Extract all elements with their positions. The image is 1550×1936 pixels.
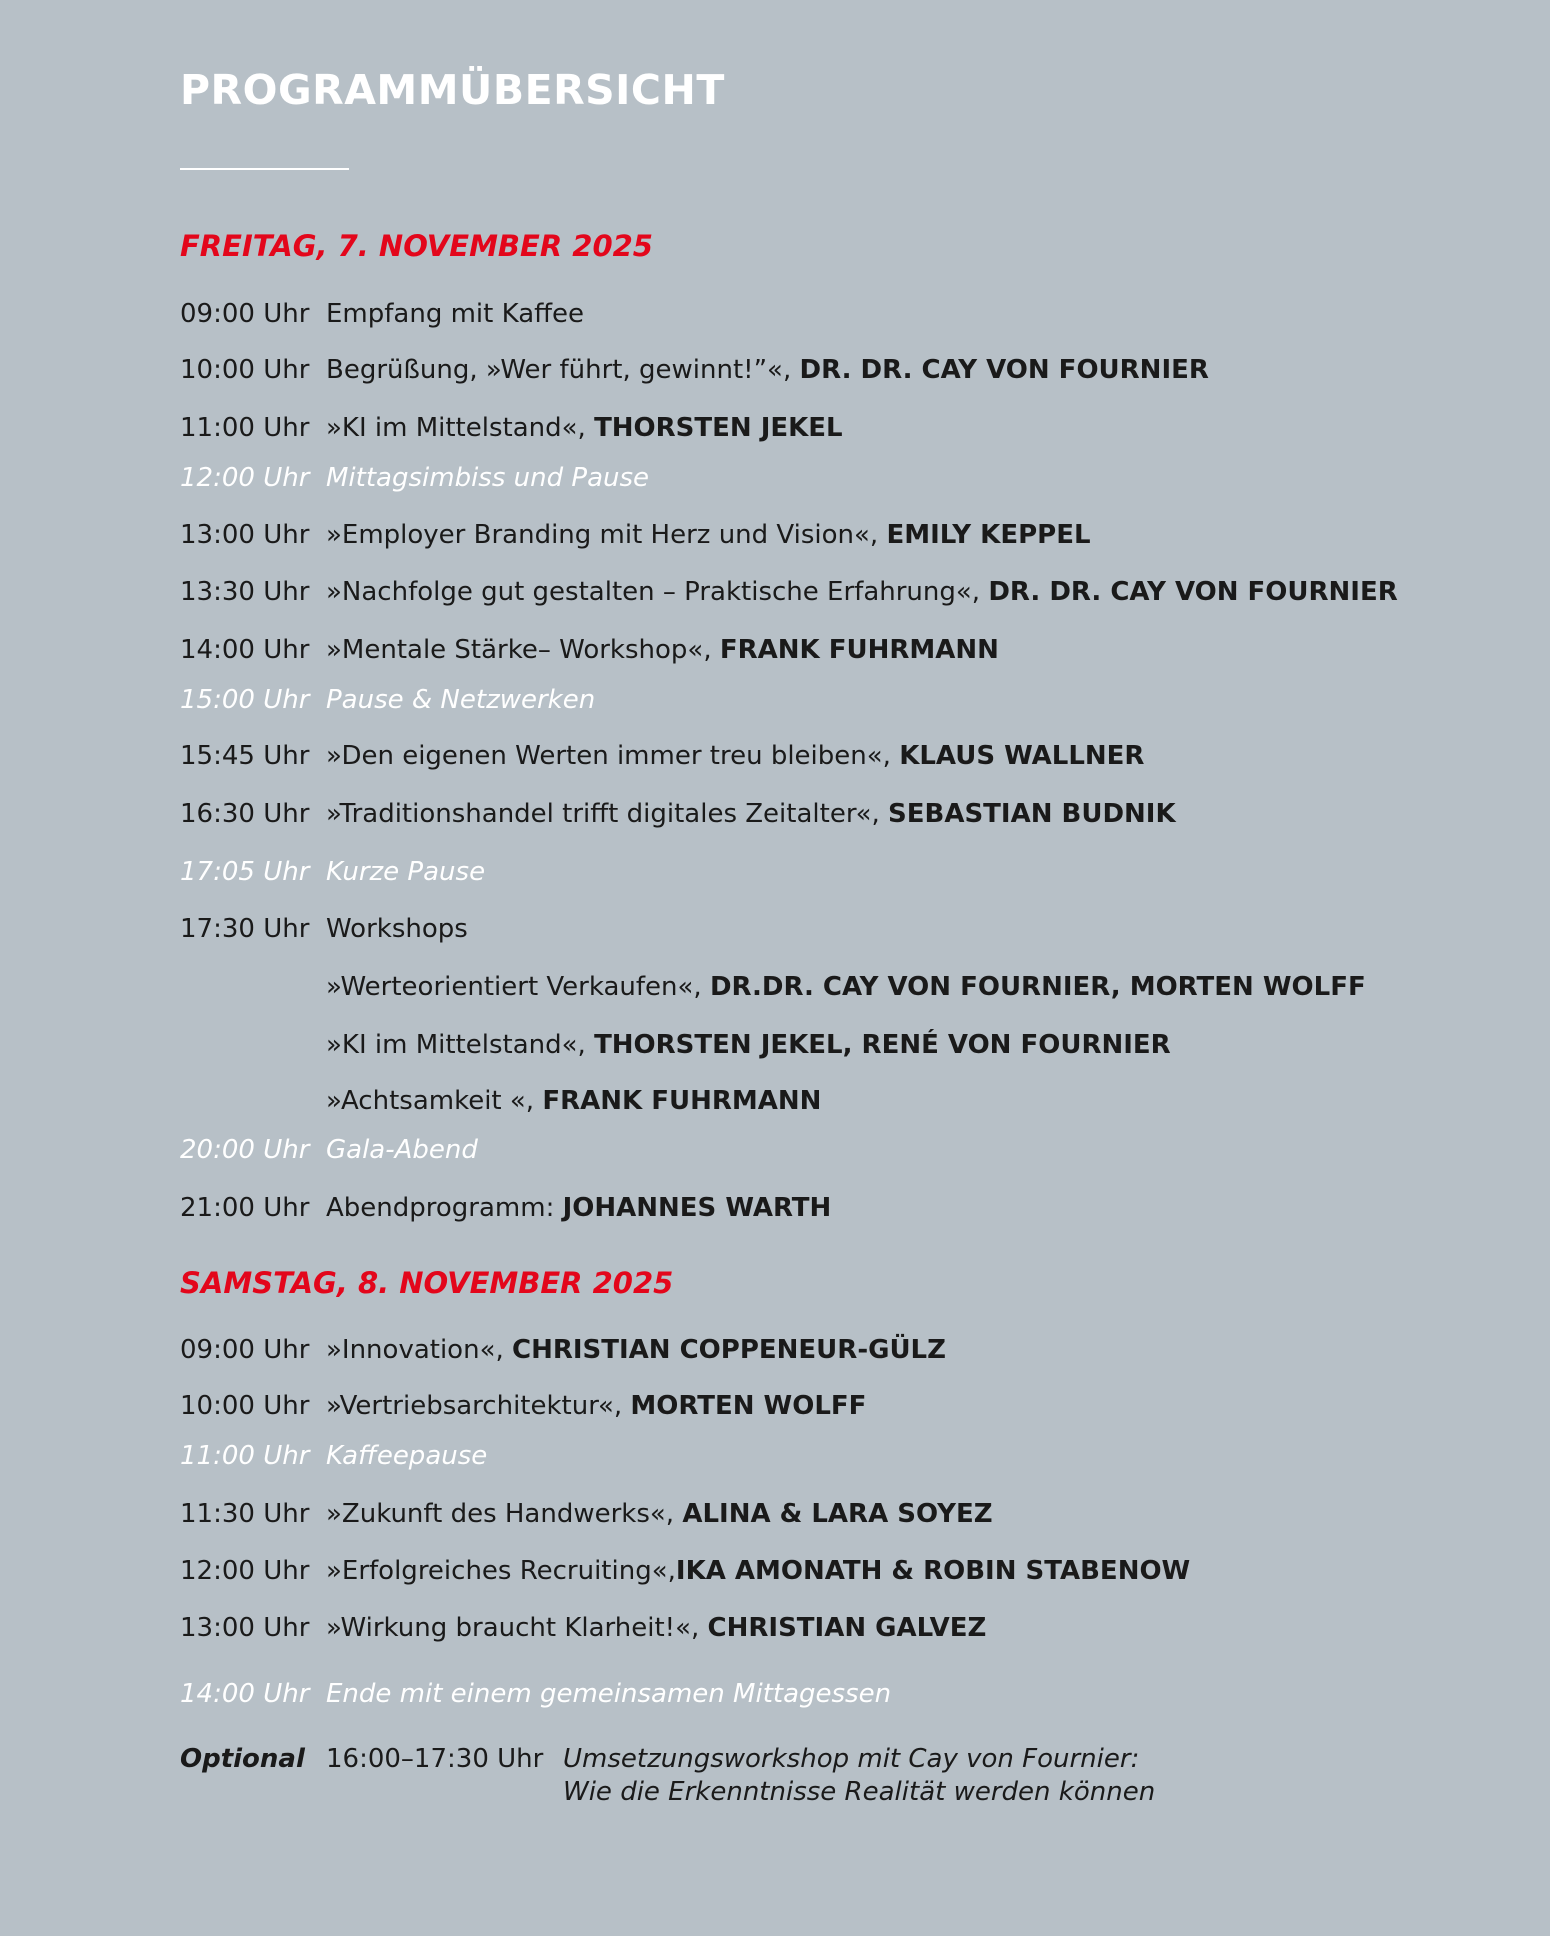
row-title: »Den eigenen Werten immer treu bleiben«,	[326, 741, 900, 771]
row-speaker: CHRISTIAN COPPENEUR-GÜLZ	[512, 1335, 946, 1365]
row-title: »Zukunft des Handwerks«,	[326, 1499, 683, 1529]
row-time: 11:00 Uhr	[180, 1441, 310, 1471]
title-divider	[180, 168, 349, 170]
row-time: 17:30 Uhr	[180, 914, 310, 944]
row-title: »Achtsamkeit «,	[326, 1086, 543, 1116]
row-title: Abendprogramm:	[326, 1193, 563, 1223]
row-text: Kaffeepause	[326, 1441, 488, 1471]
row-text	[326, 1332, 946, 1368]
day-heading-saturday: SAMSTAG, 8. NOVEMBER 2025	[180, 1266, 674, 1300]
row-time: 10:00 Uhr	[180, 1391, 310, 1421]
row-time: 21:00 Uhr	[180, 1193, 310, 1223]
row-text	[326, 796, 1176, 832]
row-text	[326, 738, 1144, 774]
row-time: 15:45 Uhr	[180, 741, 310, 771]
row-speaker: DR. DR. CAY VON FOURNIER	[988, 577, 1398, 607]
row-title: Workshops	[326, 914, 468, 944]
row-text	[326, 1610, 986, 1646]
row-text	[326, 969, 1366, 1005]
row-title: »Erfolgreiches Recruiting«,	[326, 1556, 676, 1586]
row-time: 13:00 Uhr	[180, 1613, 310, 1643]
row-time: 09:00 Uhr	[180, 299, 310, 329]
row-title: »Werteorientiert Verkaufen«,	[326, 972, 710, 1002]
row-title: »Traditionshandel trifft digitales Zeitalter«,	[326, 799, 889, 829]
row-time: 13:30 Uhr	[180, 577, 310, 607]
optional-label: Optional	[180, 1744, 305, 1774]
row-speaker: ALINA & LARA SOYEZ	[682, 1499, 993, 1529]
row-text	[326, 352, 1209, 388]
row-text: Pause & Netzwerken	[326, 685, 596, 715]
row-speaker: THORSTEN JEKEL	[594, 413, 843, 443]
row-time: 11:00 Uhr	[180, 413, 310, 443]
optional-description-line-1: Umsetzungsworkshop mit Cay von Fournier:	[563, 1744, 1140, 1774]
row-title: »Nachfolge gut gestalten – Praktische Erfahrung«,	[326, 577, 989, 607]
page-title: PROGRAMMÜBERSICHT	[180, 66, 725, 114]
row-text	[326, 296, 584, 332]
row-speaker: THORSTEN JEKEL, RENÉ VON FOURNIER	[594, 1030, 1171, 1060]
row-text	[326, 632, 999, 668]
row-time: 11:30 Uhr	[180, 1499, 310, 1529]
row-title: »Wirkung braucht Klarheit!«,	[326, 1613, 708, 1643]
row-title: »Innovation«,	[326, 1335, 512, 1365]
row-text	[326, 911, 468, 947]
row-speaker: DR. DR. CAY VON FOURNIER	[799, 355, 1209, 385]
row-text: Gala-Abend	[326, 1135, 478, 1165]
row-text	[326, 1496, 993, 1532]
row-title: Begrüßung, »Wer führt, gewinnt!”«,	[326, 355, 800, 385]
row-speaker: FRANK FUHRMANN	[542, 1086, 822, 1116]
row-time: 15:00 Uhr	[180, 685, 310, 715]
row-title: Empfang mit Kaffee	[326, 299, 585, 329]
row-text	[326, 1027, 1171, 1063]
row-title: »Employer Branding mit Herz und Vision«,	[326, 520, 887, 550]
row-time: 16:30 Uhr	[180, 799, 310, 829]
row-text	[326, 517, 1091, 553]
optional-time: 16:00–17:30 Uhr	[326, 1744, 544, 1774]
row-text	[326, 1190, 831, 1226]
row-time: 12:00 Uhr	[180, 1556, 310, 1586]
row-text	[326, 1553, 1190, 1589]
row-time: 09:00 Uhr	[180, 1335, 310, 1365]
row-text: Kurze Pause	[326, 857, 486, 887]
row-time: 17:05 Uhr	[180, 857, 310, 887]
row-title: »Mentale Stärke– Workshop«,	[326, 635, 720, 665]
row-text	[326, 574, 1398, 610]
row-text	[326, 1388, 866, 1424]
row-title: »Vertriebsarchitektur«,	[326, 1391, 631, 1421]
row-text	[326, 1083, 821, 1119]
row-speaker: IKA AMONATH & ROBIN STABENOW	[675, 1556, 1191, 1586]
row-time: 20:00 Uhr	[180, 1135, 310, 1165]
row-speaker: JOHANNES WARTH	[562, 1193, 832, 1223]
day-heading-friday: FREITAG, 7. NOVEMBER 2025	[180, 229, 653, 263]
row-speaker: CHRISTIAN GALVEZ	[707, 1613, 987, 1643]
row-speaker: EMILY KEPPEL	[886, 520, 1091, 550]
row-speaker: KLAUS WALLNER	[899, 741, 1145, 771]
row-time: 12:00 Uhr	[180, 463, 310, 493]
row-speaker: MORTEN WOLFF	[630, 1391, 867, 1421]
row-time: 14:00 Uhr	[180, 635, 310, 665]
row-speaker: SEBASTIAN BUDNIK	[888, 799, 1176, 829]
row-speaker: DR.DR. CAY VON FOURNIER, MORTEN WOLFF	[709, 972, 1366, 1002]
row-text: Mittagsimbiss und Pause	[326, 463, 650, 493]
row-time: 10:00 Uhr	[180, 355, 310, 385]
row-time: 13:00 Uhr	[180, 520, 310, 550]
row-text: Ende mit einem gemeinsamen Mittagessen	[326, 1679, 892, 1709]
row-time: 14:00 Uhr	[180, 1679, 310, 1709]
row-text	[326, 410, 843, 446]
row-speaker: FRANK FUHRMANN	[719, 635, 999, 665]
row-title: »KI im Mittelstand«,	[326, 1030, 595, 1060]
row-title: »KI im Mittelstand«,	[326, 413, 595, 443]
optional-description-line-2: Wie die Erkenntnisse Realität werden können	[563, 1777, 1156, 1807]
